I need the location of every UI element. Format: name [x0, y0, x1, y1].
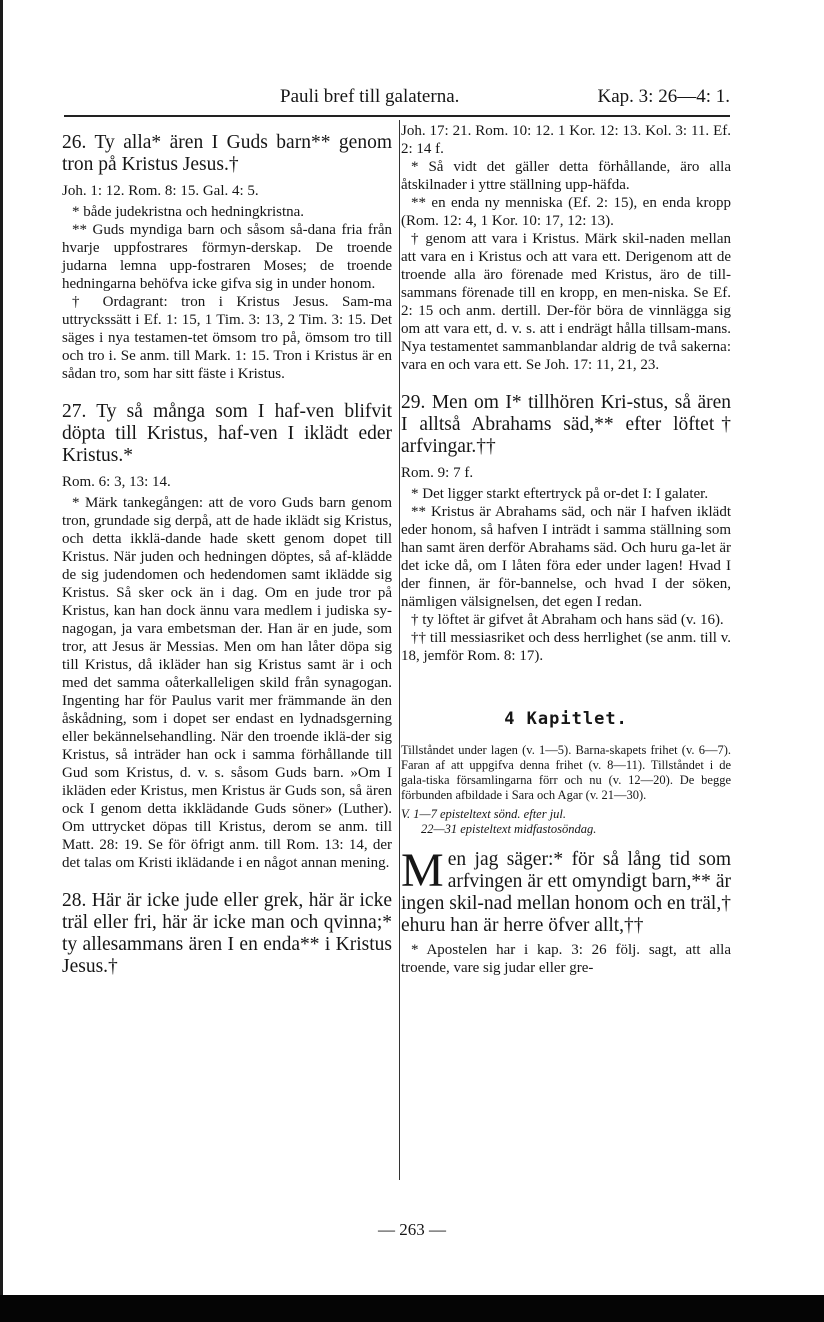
chapter-summary: Tillståndet under lagen (v. 1—5). Barna-skapets frihet (v. 6—7). Faran af att uppgifva denna frihet (v. 8—11). Tillståndet i de gala-tiska församlingarna förr och nu (v. 12—20). De begge förbunden afbildade i Sara och Agar (v. 21—30). [401, 743, 731, 802]
footnote: † Ordagrant: tron i Kristus Jesus. Sam-ma uttryckssätt i Ef. 1: 15, 1 Tim. 3: 13, 2 Tim. 3: 15. Det säges i nya testamen-tet ömsom tro på, ömsom tro till och tro i. Se anm. till Mark. 1: 15. Tron i Kristus är en sådan tro, som har sitt fäste i Kristus. [62, 294, 392, 382]
verse-29 [401, 392, 731, 458]
pericope-note: V. 1—7 episteltext sönd. efter jul. [401, 807, 567, 821]
left-column [62, 122, 392, 978]
verse-text: Men om I* tillhören Kri-stus, så ären I alltså Abrahams säd,** efter löftet† arfvingar.†† [401, 392, 731, 457]
pericope-note: 22—31 episteltext midfastosöndag. [421, 822, 597, 836]
drop-cap: M [401, 844, 444, 897]
cross-reference: Joh. 17: 21. Rom. 10: 12. 1 Kor. 12: 13. Kol. 3: 11. Ef. 2: 14 f. [401, 123, 731, 157]
verse-number: 29. [401, 392, 426, 413]
footnote: ** en enda ny menniska (Ef. 2: 15), en enda kropp (Rom. 12: 4, 1 Kor. 10: 17, 12: 13). [401, 195, 731, 229]
scan-border [0, 1295, 824, 1322]
footnote: * Det ligger starkt eftertryck på or-det I: I galater. [411, 486, 709, 502]
verse-28 [62, 890, 392, 978]
cross-reference: Rom. 9: 7 f. [401, 465, 474, 481]
footnote: * Apostelen har i kap. 3: 26 följ. sagt, att alla troende, vare sig judar eller gre- [401, 942, 731, 976]
page-header [280, 86, 730, 114]
footnote: * Märk tankegången: att de voro Guds barn genom tron, grundade sig derpå, att de hade iklädt sig Kristus, och detta ikklä-dande hade skett genom dopet till Kristus. När juden och hedningen döptes, så af-klädde de sig judendomen och hedendomen samt iklädde sig Kristus. Så sker ock än i dag. Om en jude tror på Kristus, kan han dock ännu vara medlem i judiska sy-nagogan, ja vara embetsman der. Han är en jude, som tror, att Jesus är Messias. Men om han låter döpa sig till Kristus, då ikläder han sig Kristus samt är i och med det samma oåterkalleligen skild från synagogan. Ingenting har för Paulus varit mer främmande än den åskådning, som i dopet ser endast en lydnadsgerning eller bekännelsehandling. När den troende iklä-der sig Kristus, så inträder han ock i samma förhållande till Gud som Kristus, d. v. s. såsom Guds barn. »Om I ikläden eder Kristus, men Kristus är Guds son, så ären ock I genom detta ikklädande Guds söner» (Luther). Om uttrycket döpas till Kristus, derom se anm. till Matt. 28: 19. Se för öfrigt anm. till Rom. 13: 14, der det talas om Kristi iklädande i en något annan mening. [62, 495, 392, 871]
verse-number: 26. [62, 132, 87, 153]
right-column [401, 122, 731, 977]
verse-number: 28. [62, 890, 87, 911]
column-divider [399, 120, 400, 1180]
verse-text: en jag säger:* för så lång tid som arfvingen är ett omyndigt barn,** är ingen skil-nad mellan honom och en träl,† ehuru han är herre öfver allt,†† [401, 849, 731, 936]
verse-text: Här är icke jude eller grek, här är icke träl eller fri, här är icke man och qvinna;* ty allesammans ären I en enda** i Kristus Jesus.† [62, 890, 392, 977]
verse-4-1 [401, 844, 731, 937]
page-number: — 263 — [378, 1220, 446, 1239]
header-rule [64, 115, 730, 117]
verse-text: Ty så många som I haf-ven blifvit döpta till Kristus, haf-ven I iklädt eder Kristus.* [62, 401, 392, 466]
scan-edge [0, 0, 3, 1295]
footnote: † genom att vara i Kristus. Märk skil-naden mellan att vara en i Kristus och att vara ett. Derigenom att de troende alla äro förenade med Kristus, äro de till-sammans förenade till en kropp, en men-niska. Se Ef. 2: 15 och anm. dertill. Der-för böra de vinnlägga sig om att vara ett, d. v. s. att i endrägt hålla tillsam-mans. Nya testamentet sammanblandar aldrig de två sakerna: vara en och vara ett. Se Joh. 17: 11, 21, 23. [401, 231, 731, 373]
cross-reference: Joh. 1: 12. Rom. 8: 15. Gal. 4: 5. [62, 183, 259, 199]
running-title: Pauli bref till galaterna. [280, 86, 460, 107]
footnote: ** Kristus är Abrahams säd, och när I hafven iklädt eder honom, så hafven I inträdt i samma ställning som han samt ären derför Abrahams säd. Och huru ga-let är det icke då, om I låten föra eder under lagen! Hvad I der finnen, är för-bannelse, och hvad I der söken, nämligen välsignelsen, det egen I redan. [401, 504, 731, 610]
verse-27 [62, 401, 392, 467]
chapter-heading: 4 Kapitlet. [504, 709, 628, 729]
cross-reference: Rom. 6: 3, 13: 14. [62, 474, 171, 490]
footnote: ** Guds myndiga barn och såsom så-dana fria från hvarje uppfostrares förmyn-derskap. De troende judarna lemna upp-fostraren Moses; de troende hedningarna behöfva icke gifva sig in under honom. [62, 222, 392, 292]
footnote: * både judekristna och hedningkristna. [72, 204, 305, 220]
verse-26 [62, 132, 392, 176]
verse-number: 27. [62, 401, 87, 422]
footnote: * Så vidt det gäller detta förhållande, äro alla åtskilnader i yttre ställning upp-häfda. [401, 159, 731, 193]
chapter-reference: Kap. 3: 26—4: 1. [597, 86, 730, 107]
footnote: †† till messiasriket och dess herrlighet (se anm. till v. 18, jemför Rom. 8: 17). [401, 630, 731, 664]
footnote: † ty löftet är gifvet åt Abraham och hans säd (v. 16). [411, 612, 724, 628]
verse-text: Ty alla* ären I Guds barn** genom tron på Kristus Jesus.† [62, 132, 392, 175]
